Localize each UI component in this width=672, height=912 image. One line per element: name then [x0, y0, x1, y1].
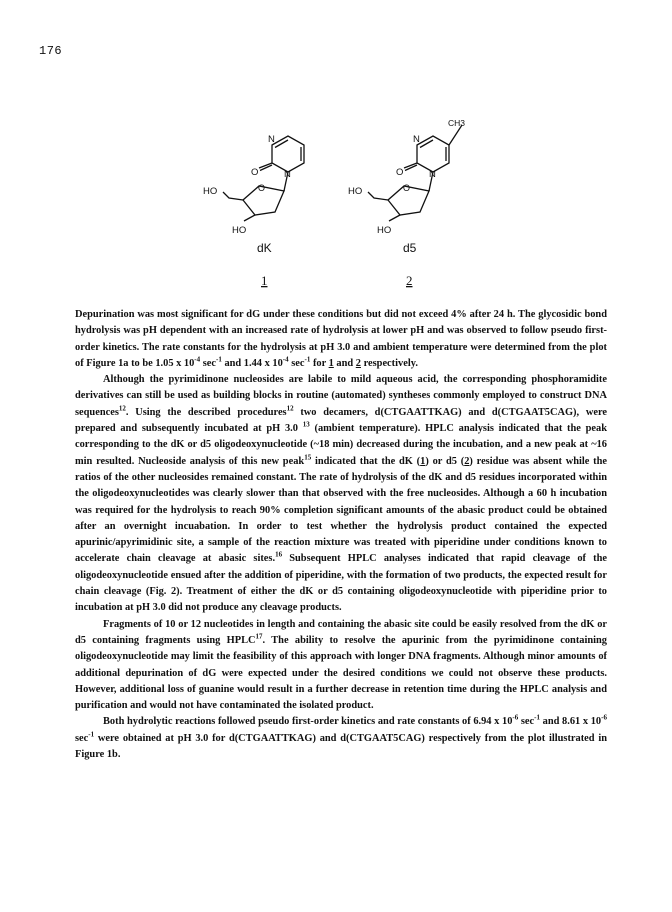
structure-1-atom-n1: N: [284, 169, 291, 180]
structure-1-number: 1: [261, 273, 268, 288]
superscript: -4: [282, 355, 289, 364]
structure-2-name: d5: [403, 241, 417, 255]
structure-2-atom-n3: N: [413, 134, 420, 145]
text-run: . The ability to resolve the apurinic from the pyrimidinone containing oligodeoxynucleotide may limit the feasibility of this approach with longer DNA fragments. Although minor amounts of additional depurination of dG were expected under the desired conditions we could not observe these products. However, additional loss of guanine would result in a further decrease in retention time during the HPLC analysis and purification and would not have contaminated the isolated product.: [75, 634, 607, 712]
text-run: Both hydrolytic reactions followed pseudo first-order kinetics and rate constants of 6.94 x 10: [103, 716, 513, 728]
text-run: were obtained at pH 3.0 for d(CTGAATTKAG) and d(CTGAAT5CAG) respectively from the plot illustrated in Figure 1b.: [75, 732, 607, 761]
superscript: -6: [601, 713, 607, 722]
superscript: 17: [255, 632, 263, 641]
text-run: . Using the described procedures: [125, 406, 287, 418]
chemical-structures-figure: [195, 112, 465, 312]
structure-1-bonds: [223, 136, 304, 221]
structure-2-labels: [348, 118, 465, 236]
text-run: sec: [75, 732, 89, 744]
compound-reference: 1: [328, 357, 334, 369]
structure-1-ring-o: O: [258, 183, 266, 193]
structure-2-number: 2: [406, 273, 413, 288]
superscript: -1: [216, 355, 222, 364]
text-run: ) or d5 (: [425, 455, 465, 467]
superscript: -1: [534, 713, 540, 722]
structure-1-ho-3prime: HO: [232, 225, 247, 236]
paragraph: [75, 617, 607, 715]
structure-1-name: dK: [257, 241, 272, 255]
structure-2-atom-n1: N: [429, 169, 436, 180]
structure-1-atom-n3: N: [268, 134, 275, 145]
superscript: -4: [194, 355, 201, 364]
text-run: sec: [288, 357, 305, 369]
text-run: and 1.44 x 10: [221, 357, 283, 369]
text-run: Depurination was most significant for dG under these conditions but did not exceed 4% after 24 h. The glycosidic bond hydrolysis was pH dependent with an increased rate of hydrolysis at lower pH and was observed to follow pseudo first-order kinetics. The rate constants for the hydrolysis at pH 3.0 and ambient temperature were determined from the plot of Figure 1a to be 1.05 x 10: [75, 309, 607, 369]
compound-reference: 2: [464, 455, 470, 467]
compound-reference: 1: [420, 455, 426, 467]
text-run: ) residue was absent while the ratios of the other nucleosides remained constant. The rate of hydrolysis of the dK and d5 residues incorporated within the oligodeoxynucleotides was clearly slower than that observed with the free nucleosides. Although a 60 h incubation was required for the hydrolysis to reach 90% completion significant amounts of the abasic product could be obtained after an overnight incuabation. In order to test whether the hydrolysis product contained the expected apurinic/apyrimidinic site, a sample of the reaction mixture was treated with piperidine under conditions known to accelerate chain cleavage at abasic sites.: [75, 455, 608, 565]
structure-1-atom-o: O: [251, 167, 259, 178]
paragraph: [75, 307, 607, 372]
structure-2-ho-5prime: HO: [348, 186, 363, 197]
text-run: Fragments of 10 or 12 nucleotides in length and containing the abasic site could be easily resolved from the dK or d5 containing fragments using HPLC: [75, 618, 607, 646]
text-run: sec: [518, 716, 535, 728]
text-run: two decamers, d(CTGAATTKAG) and d(CTGAAT5CAG), were prepared and subsequently incubated at pH 3.0: [75, 406, 607, 435]
structure-2-methyl: CH3: [448, 118, 465, 128]
text-run: (ambient temperature). HPLC analysis indicated that the peak corresponding to the dK or d5 oligodeoxynucleotide (~18 min) decreased during the incubation, and a new peak at ~16 min resulted. Nucleoside analysis of this new peak: [75, 423, 607, 467]
superscript: -6: [512, 713, 519, 722]
paragraph: [75, 714, 607, 763]
superscript: 12: [286, 404, 294, 413]
superscript: 16: [275, 550, 283, 559]
page-number: 176: [39, 44, 63, 58]
structure-1-ho-5prime: HO: [203, 186, 218, 197]
structures-svg: [195, 112, 465, 312]
text-run: sec: [200, 357, 217, 369]
structure-2-ring-o: O: [403, 183, 411, 193]
superscript: -1: [88, 730, 95, 739]
superscript: 15: [304, 453, 312, 462]
text-run: and: [333, 357, 356, 369]
superscript: -1: [304, 355, 311, 364]
structure-1-labels: [203, 134, 291, 236]
superscript: 13: [302, 420, 310, 429]
text-run: respectively.: [360, 357, 418, 369]
body-text: [75, 307, 607, 763]
text-run: Subsequent HPLC analyses indicated that rapid cleavage of the oligodeoxynucleotide ensued after the addition of piperidine, with the formation of two products, the expected result for chain cleavage (Fig. 2). Treatment of either the dK or d5 containing oligodeoxynucleotide with piperidine prior to incubation at pH 3.0 did not produce any cleavage products.: [75, 553, 607, 614]
superscript: 12: [118, 404, 126, 413]
text-run: indicated that the dK (: [311, 455, 421, 467]
paragraph: [75, 372, 607, 616]
text-run: and 8.61 x 10: [540, 716, 602, 728]
structure-2-atom-o: O: [396, 167, 404, 178]
structure-2-ho-3prime: HO: [377, 225, 392, 236]
text-run: for: [310, 357, 329, 369]
text-run: Although the pyrimidinone nucleosides are labile to mild aqueous acid, the corresponding phosphoramidite derivatives can still be used as building blocks in routine (automated) syntheses commonly employed to construct DNA sequences: [75, 374, 607, 418]
compound-reference: 2: [355, 357, 361, 369]
